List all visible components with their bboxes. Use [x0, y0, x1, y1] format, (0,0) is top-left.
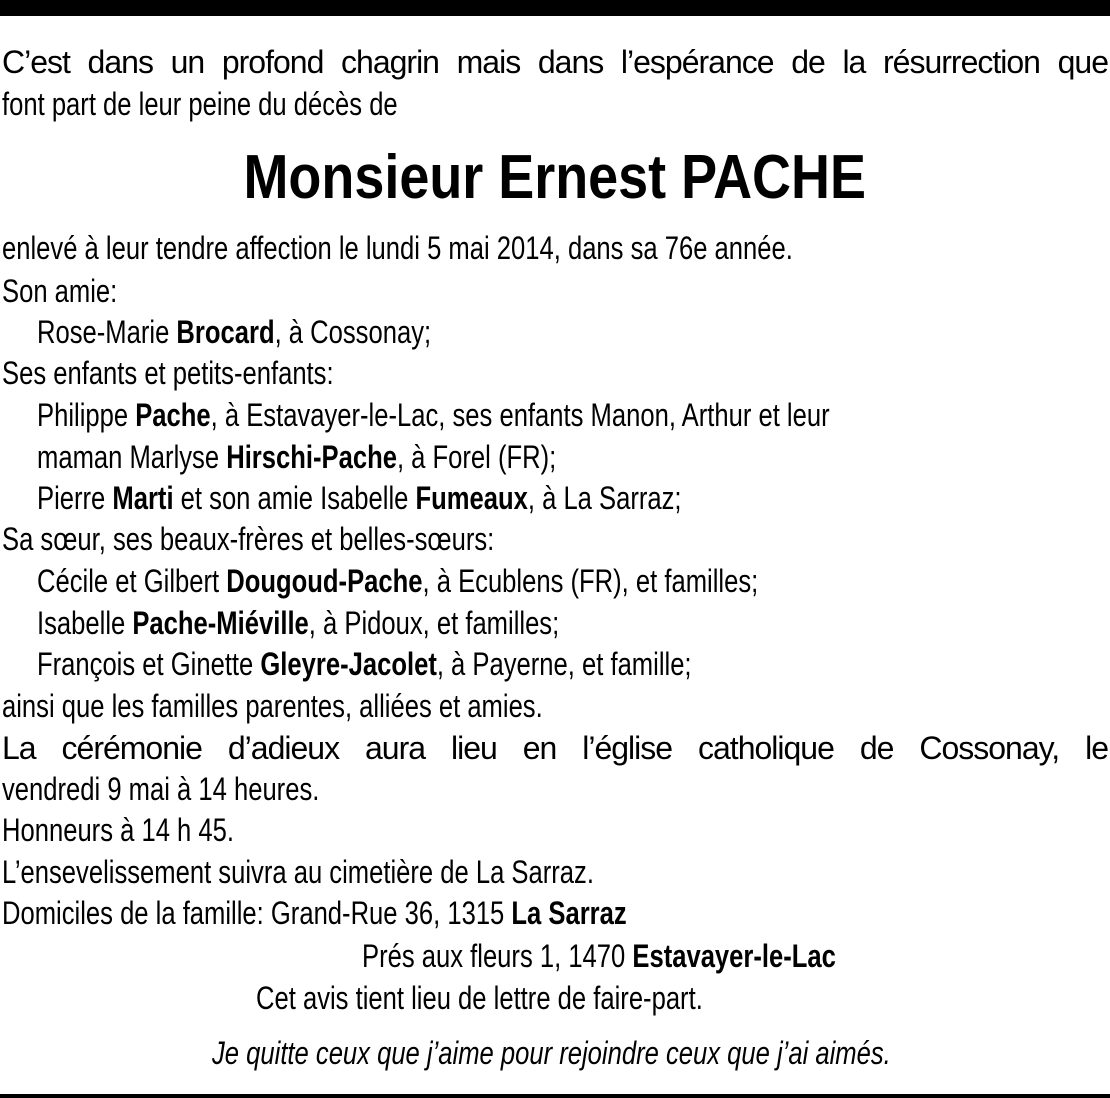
child-entry-1-cont: maman Marlyse Hirschi-Pache, à Forel (FR); [37, 439, 557, 475]
notice-line: Cet avis tient lieu de lettre de faire-part. [256, 980, 703, 1016]
families-line: ainsi que les familles parentes, alliées et amies. [2, 688, 543, 724]
domicile-line-1: Domiciles de la famille: Grand-Rue 36, 1315 La Sarraz [2, 895, 627, 931]
bottom-rule [0, 1094, 1110, 1098]
friend-heading: Son amie: [2, 273, 118, 309]
child-entry-1: Philippe Pache, à Estavayer-le-Lac, ses enfants Manon, Arthur et leur [37, 397, 830, 433]
intro-line-2: font part de leur peine du décès de [2, 86, 398, 122]
sibling-entry-3: François et Ginette Gleyre-Jacolet, à Payerne, et famille; [37, 646, 692, 682]
burial-line: L’ensevelissement suivra au cimetière de La Sarraz. [2, 854, 594, 890]
deceased-name: Monsieur Ernest PACHE [243, 143, 867, 212]
children-heading: Ses enfants et petits-enfants: [2, 355, 334, 391]
siblings-heading: Sa sœur, ses beaux-frères et belles-sœurs: [2, 521, 495, 557]
ceremony-line-1: La cérémonie d’adieux aura lieu en l’église catholique de Cossonay, le [2, 730, 1108, 766]
sibling-entry-2: Isabelle Pache-Miéville, à Pidoux, et familles; [37, 605, 560, 641]
death-statement: enlevé à leur tendre affection le lundi 5 mai 2014, dans sa 76e année. [2, 230, 793, 266]
top-rule [0, 0, 1110, 16]
intro-line-1: C’est dans un profond chagrin mais dans l’espérance de la résurrection que [2, 44, 1108, 80]
closing-quote: Je quitte ceux que j’aime pour rejoindre ceux que j’ai aimés. [212, 1035, 891, 1071]
domicile-line-2: Prés aux fleurs 1, 1470 Estavayer-le-Lac [362, 938, 836, 974]
child-entry-2: Pierre Marti et son amie Isabelle Fumeaux, à La Sarraz; [37, 480, 682, 516]
friend-entry: Rose-Marie Brocard, à Cossonay; [37, 314, 432, 350]
ceremony-line-2: vendredi 9 mai à 14 heures. [2, 771, 320, 807]
sibling-entry-1: Cécile et Gilbert Dougoud-Pache, à Ecublens (FR), et familles; [37, 563, 759, 599]
honours-line: Honneurs à 14 h 45. [2, 812, 234, 848]
